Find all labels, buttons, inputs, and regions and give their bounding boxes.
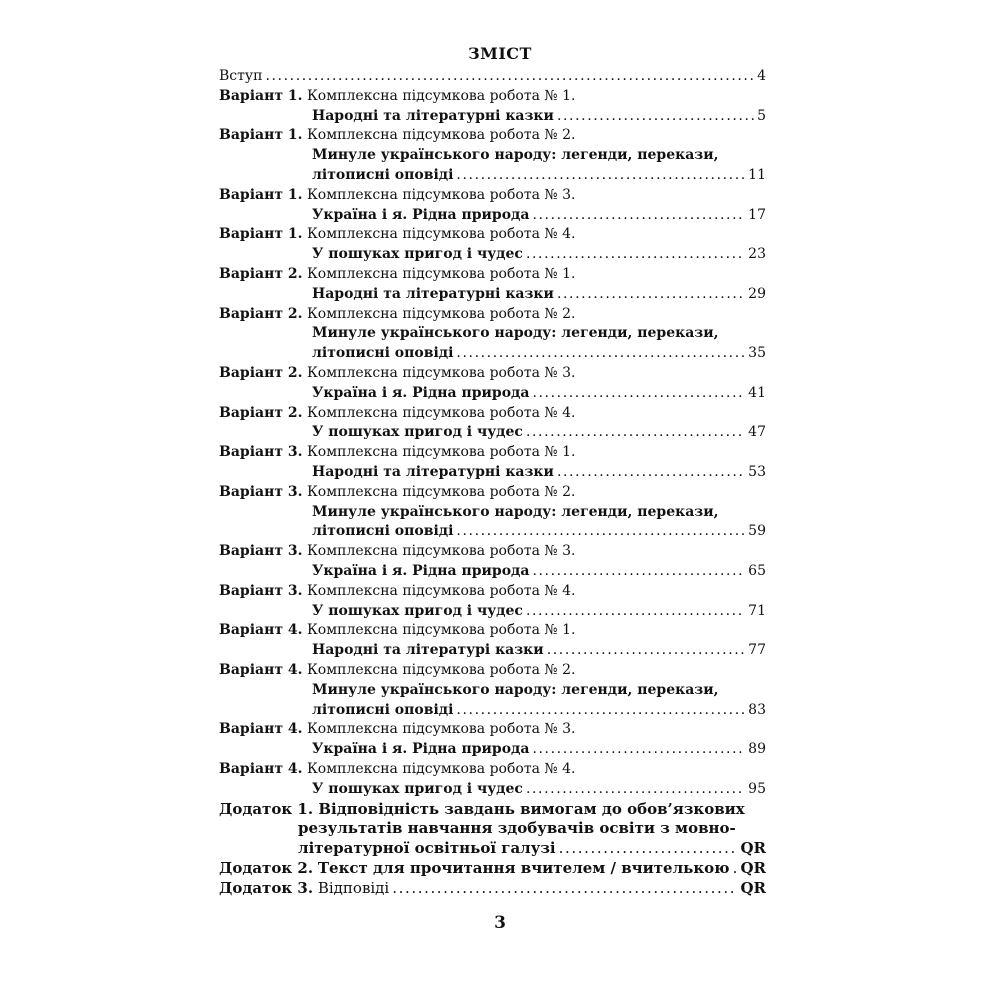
variant-label: Варіант 2.	[219, 305, 303, 322]
dot-leader	[456, 521, 745, 541]
toc-entry-title: літописні оповіді	[312, 701, 454, 718]
toc-page-ref: 35	[748, 345, 766, 362]
toc-entry-title: Вступ	[219, 68, 263, 84]
toc-entry-topic	[312, 383, 766, 403]
topic-line: Минуле українського народу: легенди, перекази,	[312, 503, 719, 520]
variant-label: Варіант 2.	[219, 365, 303, 381]
dot-leader	[557, 462, 745, 482]
toc-entry-topic	[312, 284, 766, 304]
page-number: 3	[494, 913, 506, 933]
toc-entry-topic	[312, 779, 766, 799]
toc-entry-heading	[219, 304, 575, 324]
toc-entry-title: У пошуках пригод і чудес	[312, 602, 523, 619]
toc-page-ref: QR	[740, 839, 766, 858]
toc-page-ref: 29	[748, 285, 766, 302]
toc-entry-topic	[312, 601, 766, 621]
dot-leader	[532, 739, 745, 759]
toc-page-ref: 47	[748, 424, 766, 441]
work-label: Комплексна підсумкова робота № 3.	[306, 365, 576, 381]
dot-leader	[733, 858, 738, 878]
toc-entry-heading	[219, 719, 575, 739]
dot-leader	[456, 343, 745, 363]
topic-line: Минуле українського народу: легенди, перекази,	[312, 681, 719, 698]
toc-entry-heading	[219, 660, 575, 680]
topic-line: Минуле українського народу: легенди, перекази,	[312, 147, 719, 164]
toc-entry-title: Україна і я. Рідна природа	[312, 741, 530, 758]
work-label: Комплексна підсумкова робота № 2.	[306, 127, 576, 144]
toc-entry-title: літописні оповіді	[312, 523, 454, 540]
toc-entry-heading	[219, 581, 575, 601]
work-label: Комплексна підсумкова робота № 1.	[306, 622, 576, 639]
work-label: Комплексна підсумкова робота № 1.	[306, 444, 576, 461]
work-label: Комплексна підсумкова робота № 4.	[306, 404, 576, 421]
toc-page-ref: 11	[748, 167, 766, 183]
toc-entry-topic	[312, 343, 766, 363]
variant-label: Варіант 3.	[219, 483, 303, 500]
toc-entry-topic	[312, 739, 766, 759]
toc-entry-title: літописні оповіді	[312, 167, 454, 183]
appendix-text: Текст для прочитання вчителем / вчителькою	[317, 859, 730, 877]
variant-label: Варіант 3.	[219, 543, 303, 560]
work-label: Комплексна підсумкова робота № 1.	[306, 266, 576, 282]
appendix-label: Додаток 3.	[219, 878, 314, 897]
toc-page-ref: 23	[748, 246, 766, 263]
work-label: Комплексна підсумкова робота № 1.	[306, 87, 576, 104]
dot-leader	[557, 106, 754, 126]
work-label: Комплексна підсумкова робота № 3.	[306, 186, 576, 203]
toc-entry-topic	[312, 561, 766, 581]
dot-leader	[456, 700, 745, 720]
toc-entry-topic	[312, 462, 766, 482]
work-label: Комплексна підсумкова робота № 4.	[306, 582, 576, 599]
toc-entry-title: Україна і я. Рідна природа	[312, 563, 530, 579]
toc-page-ref: 5	[757, 107, 766, 124]
toc-page-ref: 95	[748, 780, 766, 797]
toc-page-ref: 41	[748, 384, 766, 401]
dot-leader	[559, 838, 738, 858]
toc-entry-appendix	[219, 878, 766, 898]
toc-page-ref: 59	[748, 523, 766, 540]
toc-entry-heading	[219, 264, 575, 284]
toc-entry-heading	[219, 759, 575, 779]
variant-label: Варіант 1.	[219, 226, 303, 243]
toc-entry-topic	[312, 106, 766, 126]
work-label: Комплексна підсумкова робота № 4.	[306, 226, 576, 243]
variant-label: Варіант 1.	[219, 87, 303, 104]
variant-label: Варіант 4.	[219, 761, 303, 777]
dot-leader	[265, 66, 754, 86]
appendix-line: результатів навчання здобувачів освіти з мовно-	[298, 819, 736, 838]
toc-entry-topic	[312, 640, 766, 660]
toc-entry-topic	[312, 244, 766, 264]
appendix-label: Додаток 2.	[219, 859, 314, 877]
toc-entry-title: Україна і я. Рідна природа	[312, 206, 530, 223]
toc-entry-title: У пошуках пригод і чудес	[312, 246, 523, 263]
toc-entry-heading	[219, 403, 575, 423]
appendix-text: Відповіді	[317, 878, 390, 897]
toc-page-ref: 77	[748, 642, 766, 659]
variant-label: Варіант 4.	[219, 662, 303, 678]
toc-page-ref: QR	[740, 878, 766, 897]
dot-leader	[532, 561, 745, 581]
variant-label: Варіант 1.	[219, 127, 303, 144]
topic-line: Минуле українського народу: легенди, перекази,	[312, 325, 719, 342]
toc-page-ref: 71	[748, 602, 766, 619]
toc-entry-title: Україна і я. Рідна природа	[312, 384, 530, 401]
appendix-title	[219, 858, 730, 878]
toc-entry-intro	[219, 66, 766, 86]
work-label: Комплексна підсумкова робота № 2.	[306, 483, 576, 500]
work-label: Комплексна підсумкова робота № 4.	[306, 761, 576, 777]
toc-page-ref: 89	[748, 741, 766, 758]
variant-label: Варіант 4.	[219, 721, 303, 738]
toc-entry-title: Народні та літературні казки	[312, 107, 554, 124]
toc-entry-heading	[219, 86, 575, 106]
toc-entry-heading	[219, 224, 575, 244]
toc-page-ref: 65	[748, 563, 766, 579]
toc-entry-heading	[219, 363, 575, 383]
dot-leader	[456, 165, 745, 185]
toc-page-ref: 83	[748, 701, 766, 718]
appendix-text: літературної освітньої галузі	[298, 839, 556, 858]
toc-entry-heading	[219, 125, 575, 145]
variant-label: Варіант 3.	[219, 582, 303, 599]
toc-entry-title: Народні та літературні казки	[312, 285, 554, 302]
dot-leader	[526, 601, 745, 621]
dot-leader	[526, 244, 745, 264]
appendix-label: Додаток 1.	[219, 799, 314, 818]
work-label: Комплексна підсумкова робота № 2.	[306, 662, 576, 678]
dot-leader	[532, 383, 745, 403]
toc-entry-topic	[312, 165, 766, 185]
toc-page-ref: 17	[748, 206, 766, 223]
toc-entry-heading	[219, 541, 575, 561]
toc-entry-topic	[312, 700, 766, 720]
toc-page-ref: 4	[757, 68, 766, 84]
toc-entry-title: Народні та літературні казки	[312, 464, 554, 480]
work-label: Комплексна підсумкова робота № 3.	[306, 543, 576, 560]
dot-leader	[392, 878, 737, 898]
work-label: Комплексна підсумкова робота № 2.	[306, 305, 576, 322]
toc-entry-title: У пошуках пригод і чудес	[312, 424, 523, 441]
appendix-text: Відповідність завдань вимогам до обов’язкових	[318, 799, 745, 818]
variant-label: Варіант 1.	[219, 186, 303, 203]
work-label: Комплексна підсумкова робота № 3.	[306, 721, 576, 738]
toc-entry-appendix	[219, 858, 766, 878]
variant-label: Варіант 2.	[219, 266, 303, 282]
variant-label: Варіант 2.	[219, 404, 303, 421]
dot-leader	[526, 779, 745, 799]
dot-leader	[532, 205, 745, 225]
appendix-title	[219, 878, 389, 898]
variant-label: Варіант 3.	[219, 444, 303, 461]
toc-entry-title: Народні та літературі казки	[312, 642, 544, 659]
dot-leader	[557, 284, 745, 304]
toc-entry-topic	[312, 521, 766, 541]
toc-entry-topic	[312, 205, 766, 225]
toc-entry-appendix-last	[298, 838, 766, 858]
page-title: ЗМІСТ	[468, 44, 532, 63]
toc-page-ref: QR	[740, 859, 766, 877]
variant-label: Варіант 4.	[219, 622, 303, 639]
toc-entry-heading	[219, 482, 575, 502]
dot-leader	[526, 422, 745, 442]
toc-entry-heading	[219, 620, 575, 640]
toc-entry-heading	[219, 442, 575, 462]
toc-entry-heading	[219, 185, 575, 205]
toc-entry-title: У пошуках пригод і чудес	[312, 780, 523, 797]
dot-leader	[547, 640, 745, 660]
toc-entry-topic	[312, 422, 766, 442]
toc-page-ref: 53	[748, 464, 766, 480]
toc-entry-title: літописні оповіді	[312, 345, 454, 362]
toc-entry-appendix	[219, 799, 745, 819]
